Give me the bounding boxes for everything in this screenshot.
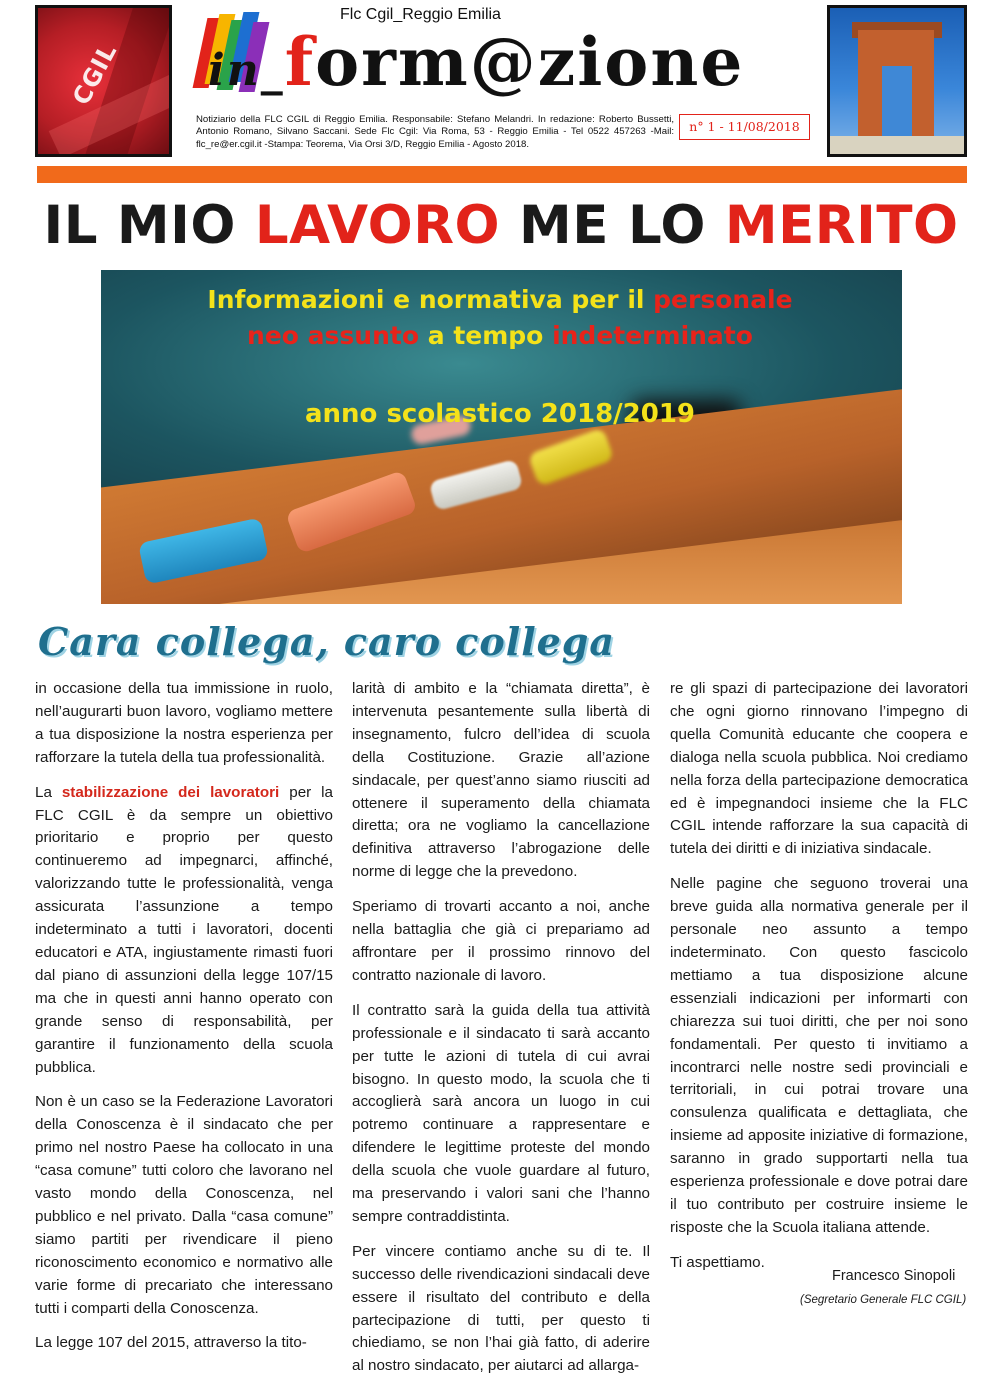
- masthead-f: f: [284, 23, 316, 101]
- paragraph: Nelle pagine che seguono troverai una breve guida alla normativa generale per il personale neo assunto a tempo indeterminato. Con questo fascicolo mettiamo a tua disposizione alcune essenziali indicazioni per informarti con chiarezza sui tuoi diritti, che per noi sono fondamentali. Per questo ti invitiamo a incontrarci nelle nostre sedi provinciali e territoriali, in cui potrai trovare una consulenza qualificata e dettagliata, che insieme ad apposite iniziative di formazione, saranno in grado supportarti nella tua esperienza professionale e dove potrai dare il tuo contributo per costruire insieme le risposte che la Scuola italiana attende.: [670, 875, 968, 1236]
- monument-photo: [827, 5, 967, 157]
- salutation-heading: Cara collega, caro collega: [38, 619, 615, 664]
- masthead-title: [208, 22, 744, 111]
- paragraph: Per vincere contiamo anche su di te. Il successo delle rivendicazioni sindacali deve essere il risultato del contributo e della partecipazione di tutti, per questo ti chiediamo, se non l’hai già fatto, di aderire al nostro sindacato, per aiutarci ad allarga-: [352, 1242, 650, 1375]
- flag-text: CGIL: [67, 38, 123, 110]
- article-column-2: [352, 678, 650, 1390]
- cgil-flag-photo: [35, 5, 172, 157]
- paragraph: La legge 107 del 2015, attraverso la tito-: [35, 1334, 307, 1352]
- masthead-in: in_: [208, 45, 285, 96]
- masthead-rest: orm@zione: [315, 23, 745, 101]
- issue-number: n° 1 - 11/08/2018: [679, 114, 810, 140]
- paragraph: Non è un caso se la Federazione Lavoratori della Conoscenza è il sindacato che per primo nel nostro Paese ha collocato in una “casa comune” tutti coloro che lavorano nel vasto mondo della Conoscenza, nel pubblico e nel privato. Dalla “casa comune” siamo partiti per rivendicare il pieno riconoscimento economico e normativo alle varie forme di precariato che interessano tutti i comparti della Conoscenza.: [35, 1093, 333, 1317]
- orange-divider: [37, 166, 967, 183]
- brand-subtitle: Flc Cgil_Reggio Emilia: [340, 6, 501, 23]
- hero-line-1: Informazioni e normativa per il personale: [207, 285, 793, 314]
- article-column-1: [35, 678, 333, 1367]
- highlight-stabilizzazione: stabilizzazione dei lavoratori: [61, 783, 280, 801]
- signature-role: (Segretario Generale FLC CGIL): [800, 1294, 967, 1306]
- paragraph: Ti aspettiamo.: [670, 1253, 765, 1271]
- masthead-info: Notiziario della FLC CGIL di Reggio Emilia. Responsabile: Stefano Melandri. In redazione: Roberto Bussetti, Antonio Romano, Silvano Saccani. Sede Flc Cgil: Via Roma, 53 - Reggio Emilia - Tel 0522 457263 -Mail: flc_re@er.cgil.it -Stampa: Teorema, Via Orsi 3/D, Reggio Emilia - Agosto 2018.: [196, 114, 674, 150]
- article-column-3: [670, 678, 968, 1287]
- paragraph: larità di ambito e la “chiamata diretta”, è intervenuta pesantemente sulla libertà di insegnamento, fulcro dell’idea di scuola della Costituzione. Grazie all’azione sindacale, per quest’anno siamo riusciti ad ottenere il superamento della chiamata diretta; ora ne vogliamo la cancellazione definitiva attraverso l’abrogazione delle norme di legge che la prevedono.: [352, 680, 650, 881]
- paragraph: in occasione della tua immissione in ruolo, nell’augurarti buon lavoro, vogliamo mettere a tua disposizione la nostra esperienza per rafforzare la tutela della tua professionalità.: [35, 680, 333, 766]
- hero-line-2: neo assunto a tempo indeterminato: [247, 321, 753, 350]
- signature-name: Francesco Sinopoli: [832, 1268, 956, 1284]
- paragraph: Il contratto sarà la guida della tua attività professionale e il sindacato ti sarà accanto per tutte le azioni di tutela di cui avrai bisogno. In questo modo, la scuola che ti accoglierà sarà ancora un luogo in cui potremo continuare a rappresentare e difendere le legittime proteste del mondo della scuola che vuole guardare al futuro, ma preservando i valori sani che l’hanno sempre contraddistinta.: [352, 1001, 650, 1225]
- main-headline: IL MIO LAVORO ME LO MERITO: [43, 195, 959, 256]
- paragraph: La stabilizzazione dei lavoratori per la FLC CGIL è da sempre un obiettivo prioritario e proprio per questo continueremo ad impegnarci, affinché, valorizzando tutte le professionalità, venga assicurata l’assunzione a tempo indeterminato a tutti i lavoratori, docenti educatori e ATA, ingiustamente rimasti fuori dal piano di assunzioni della legge 107/15 ma che in questi anni hanno operato con grande senso di responsabilità, per garantire il funzionamento della scuola pubblica.: [35, 783, 333, 1076]
- paragraph: Speriamo di trovarti accanto a noi, anche nella battaglia che già ci prepariamo ad affrontare per il prossimo rinnovo del contratto nazionale di lavoro.: [352, 898, 650, 984]
- hero-school-year: anno scolastico 2018/2019: [304, 399, 696, 429]
- paragraph: re gli spazi di partecipazione dei lavoratori che ogni giorno rinnovano l’impegno di quella Comunità educante che coopera e dialoga nella scuola pubblica. Noi crediamo nella forza della partecipazione democratica ed è impegnandoci insieme che la FLC CGIL intende rafforzare la sua capacità di tutela dei diritti e di iniziativa sindacale.: [670, 680, 968, 858]
